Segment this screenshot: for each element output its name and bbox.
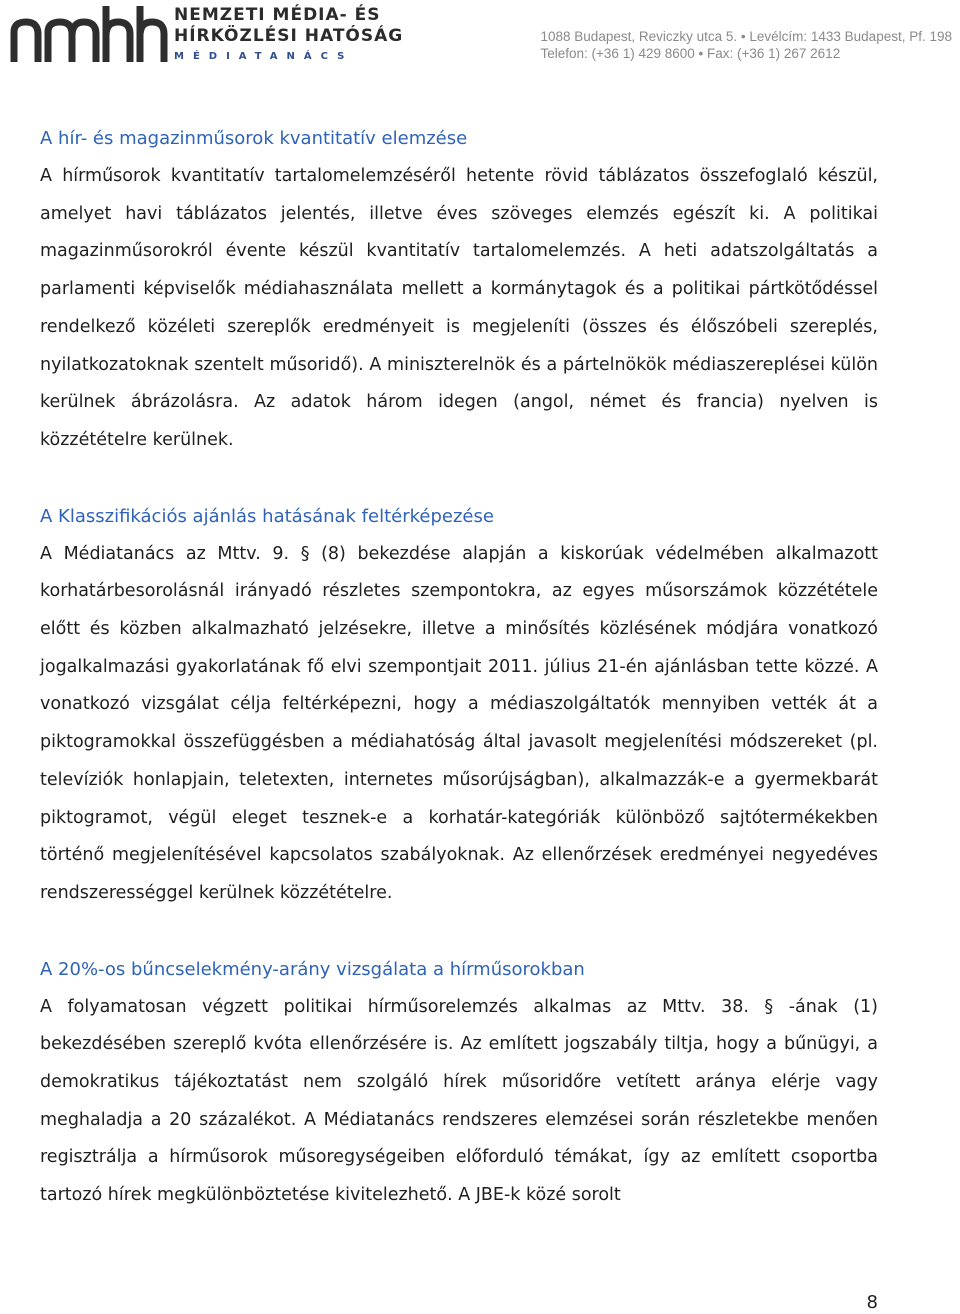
section-title: A hír- és magazinműsorok kvantitatív elemzése xyxy=(40,128,468,149)
nmhh-logo-icon xyxy=(8,2,168,64)
section-title: A 20%-os bűncselekmény-arány vizsgálata a hírműsorokban xyxy=(40,958,585,980)
section-paragraph: A Médiatanács az Mttv. 9. § (8) bekezdése alapján a kiskorúak védelmében alkalmazott korhatárbesorolásnál irányadó részletes szempontokra, az egyes műsorszámok közzététele előtt és közben alkalmazható jelzésekre, illetve a minősítés közlésének módjára vonatkozó jogalkalmazási gyakorlatának fő elvi szempontjait 2011. július 21-én ajánlásban tette közzé. A vonatkozó vizsgálat célja feltérképezni, hogy a médiaszolgáltatók mennyiben vették át a piktogramokkal összefüggésben a médiahatóság által javasolt megjelenítési módszereket (pl. televíziók honlapjain, teletexten, internetes műsorújságban), alkalmazzák-e a gyermekbarát piktogramot, végül eleget tesznek-e a korhatár-kategóriák különböző sajtótermékekben történő megjelenítésével kapcsolatos szabályoknak. Az ellenőrzések eredményei negyedéves rendszerességgel kerülnek közzétételre. xyxy=(40,543,878,903)
org-name-line3: MÉDIATANÁCS xyxy=(174,51,354,62)
section-title: A Klasszifikációs ajánlás hatásának feltérképezése xyxy=(40,505,494,527)
org-name-line2: HÍRKÖZLÉSI HATÓSÁG xyxy=(174,26,404,46)
contact-info xyxy=(541,28,952,62)
page-number: 8 xyxy=(866,1292,878,1313)
organization-name xyxy=(174,5,403,65)
section-spacer xyxy=(40,460,878,498)
letterhead xyxy=(0,0,960,70)
section-crime-ratio xyxy=(40,951,878,1215)
address-text: 1088 Budapest, Reviczky utca 5. • Levélcím: 1433 Budapest, Pf. 198 xyxy=(540,29,952,44)
section-classification-recommendation xyxy=(40,498,878,913)
section-paragraph: A hírműsorok kvantitatív tartalomelemzéséről hetente rövid táblázatos összefoglaló készül, amelyet havi táblázatos jelentés, illetve éves szöveges elemzés egészít ki. A politikai magazinműsorokról évente készül kvantitatív tartalomelemzés. A heti adatszolgáltatás a parlamenti képviselők médiahasználata mellett a kormánytagok és a politikai pártkötődéssel rendelkező közéleti szereplők eredményeit is megjeleníti (összes és élőszóbeli szereplés, nyilatkozatoknak szentelt műsoridő). A miniszterelnök és a pártelnökök médiaszereplései külön kerülnek ábrázolásra. Az adatok három idegen (angol, német és francia) nyelven is közzétételre kerülnek. xyxy=(40,166,878,450)
phone-text: Telefon: (+36 1) 429 8600 • Fax: (+36 1) 267 2612 xyxy=(540,46,841,61)
section-paragraph: A folyamatosan végzett politikai hírműsorelemzés alkalmas az Mttv. 38. § -ának (1) bekezdésében szereplő kvóta ellenőrzésére is. Az említett jogszabály tiltja, hogy a bűnügyi, a demokratikus tájékoztatást nem szolgáló hírek műsoridőre vetített aránya elérje vagy meghaladja a 20 százalékot. A Médiatanács rendszeres elemzései során részletekbe menően regisztrálja a hírműsorok műsoregységeiben előforduló témákat, így az említett csoportba tartozó hírek megkülönböztetése kivitelezhető. A JBE-k közé sorolt xyxy=(40,996,878,1206)
document-body xyxy=(40,120,878,1215)
section-spacer xyxy=(40,913,878,951)
section-news-quantitative xyxy=(40,120,878,460)
org-name-line1: NEMZETI MÉDIA- ÉS xyxy=(174,5,381,25)
